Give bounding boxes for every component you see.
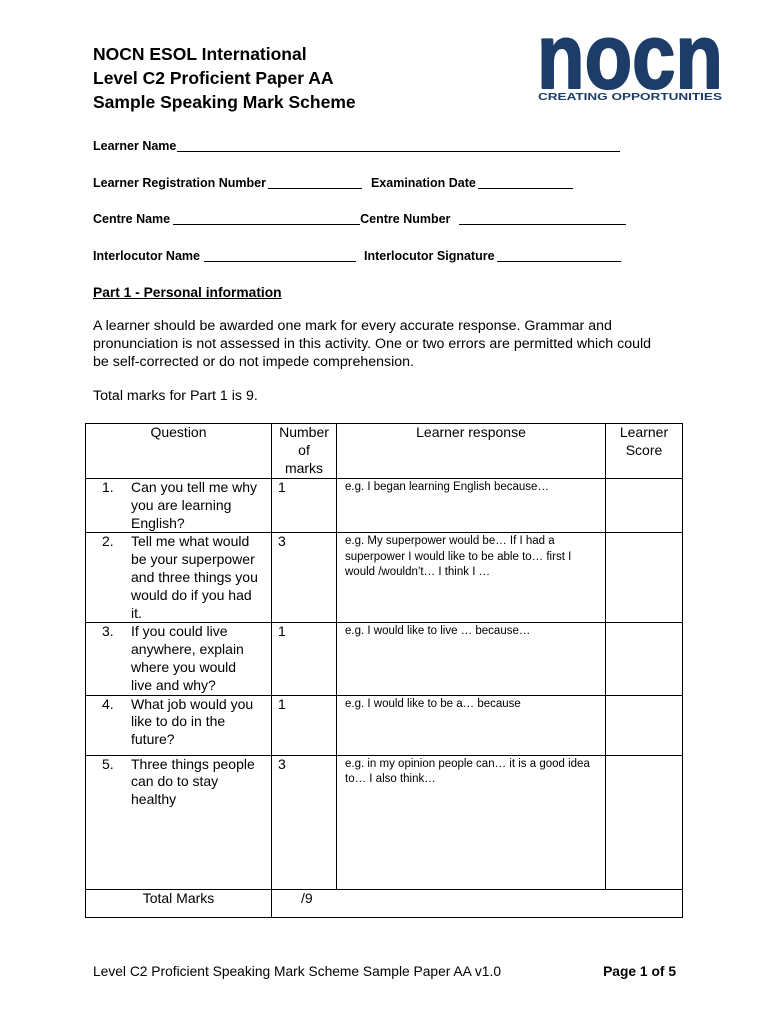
title-line-organisation: NOCN ESOL International — [93, 44, 307, 64]
marks-cell: 3 — [272, 533, 337, 623]
learner-name-label: Learner Name — [93, 139, 177, 153]
question-number: 4. — [102, 695, 114, 712]
part-1-total-note: Total marks for Part 1 is 9. — [93, 388, 258, 404]
title-line-level: Level C2 Proficient Paper AA — [93, 68, 334, 88]
question — [86, 756, 271, 809]
mark-scheme-table — [85, 423, 683, 918]
learner-name-row — [93, 138, 620, 154]
response-cell: e.g. I would like to be a… because — [337, 695, 606, 755]
question-cell — [86, 623, 272, 695]
marks-cell: 1 — [272, 479, 337, 533]
table-row — [86, 533, 683, 623]
question-text: Can you tell me why you are learning English? — [131, 479, 258, 531]
question-cell — [86, 479, 272, 533]
page-of: of — [651, 964, 665, 979]
marks-cell: 3 — [272, 755, 337, 889]
question — [86, 533, 271, 622]
logo-tagline: CREATING OPPORTUNITIES — [538, 91, 722, 103]
centre-number-blank — [459, 214, 626, 225]
question — [86, 479, 271, 532]
marks-cell: 1 — [272, 623, 337, 695]
question-text: What job would you like to do in the future? — [131, 695, 254, 748]
total-marks-value: /9 — [272, 889, 683, 917]
marks-cell: 1 — [272, 695, 337, 755]
instruction-line: A learner should be awarded one mark for every accurate response. Grammar and — [93, 318, 612, 334]
centre-number-label: Centre Number — [360, 212, 451, 226]
score-header: Learner Score — [606, 424, 683, 479]
question-cell — [86, 695, 272, 755]
title-line-scheme: Sample Speaking Mark Scheme — [93, 92, 356, 112]
document-title — [93, 42, 356, 114]
response-cell: e.g. I began learning English because… — [337, 479, 606, 533]
score-cell — [606, 533, 683, 623]
question-number: 5. — [102, 755, 114, 772]
examination-date-label: Examination Date — [370, 176, 476, 190]
logo-wordmark: nocn — [537, 34, 723, 106]
question-number: 3. — [102, 623, 114, 640]
marks-header: Number of marks — [272, 424, 337, 479]
learner-registration-number-label: Learner Registration Number — [93, 176, 266, 190]
question-cell — [86, 533, 272, 623]
score-cell — [606, 695, 683, 755]
interlocutor-row — [93, 248, 621, 264]
learner-registration-number-blank — [268, 178, 362, 189]
interlocutor-name-label: Interlocutor Name — [93, 249, 200, 263]
table-row — [86, 623, 683, 695]
total-row — [86, 889, 683, 917]
instruction-line: pronunciation is not assessed in this activity. One or two errors are permitted which could — [93, 336, 652, 352]
nocn-logo — [535, 34, 727, 106]
question — [86, 623, 271, 694]
table-row — [86, 695, 683, 755]
response-cell: e.g. I would like to live … because… — [337, 623, 606, 695]
centre-name-label: Centre Name — [93, 212, 171, 226]
score-cell — [606, 623, 683, 695]
page-current: 1 — [639, 964, 648, 979]
registration-row — [93, 175, 573, 191]
interlocutor-signature-label: Interlocutor Signature — [363, 249, 495, 263]
examination-date-blank — [478, 178, 573, 189]
question-number: 1. — [102, 479, 114, 495]
question-header: Question — [86, 424, 272, 479]
instruction-line: be self-corrected or do not impede comprehension. — [93, 354, 414, 370]
learner-name-blank — [177, 141, 620, 152]
table-row — [86, 755, 683, 889]
total-marks-label: Total Marks — [86, 889, 272, 917]
centre-row — [93, 211, 626, 227]
part-1-instructions — [93, 317, 651, 371]
table-row — [86, 479, 683, 533]
footer-document-title: Level C2 Proficient Speaking Mark Scheme Sample Paper AA v1.0 — [93, 964, 501, 979]
question-cell — [86, 755, 272, 889]
part-1-heading: Part 1 - Personal information — [93, 285, 282, 300]
footer-page-number — [603, 964, 676, 980]
question-number: 2. — [102, 533, 114, 550]
question-text: Three things people can do to stay healthy — [131, 755, 255, 808]
question — [86, 696, 271, 749]
interlocutor-signature-blank — [497, 251, 621, 262]
question-text: If you could live anywhere, explain where you would live and why? — [131, 623, 244, 693]
page-total: 5 — [668, 964, 676, 979]
table-header-row — [86, 424, 683, 479]
interlocutor-name-blank — [204, 251, 356, 262]
centre-name-blank — [173, 214, 360, 225]
score-cell — [606, 479, 683, 533]
score-cell — [606, 755, 683, 889]
response-header: Learner response — [337, 424, 606, 479]
question-text: Tell me what would be your superpower and three things you would do if you had it. — [131, 533, 258, 621]
page-prefix: Page — [603, 964, 637, 979]
response-cell: e.g. My superpower would be… If I had a superpower I would like to be able to… first I would /wouldn’t… I think I … — [337, 533, 606, 623]
response-cell: e.g. in my opinion people can… it is a good idea to… I also think… — [337, 755, 606, 889]
